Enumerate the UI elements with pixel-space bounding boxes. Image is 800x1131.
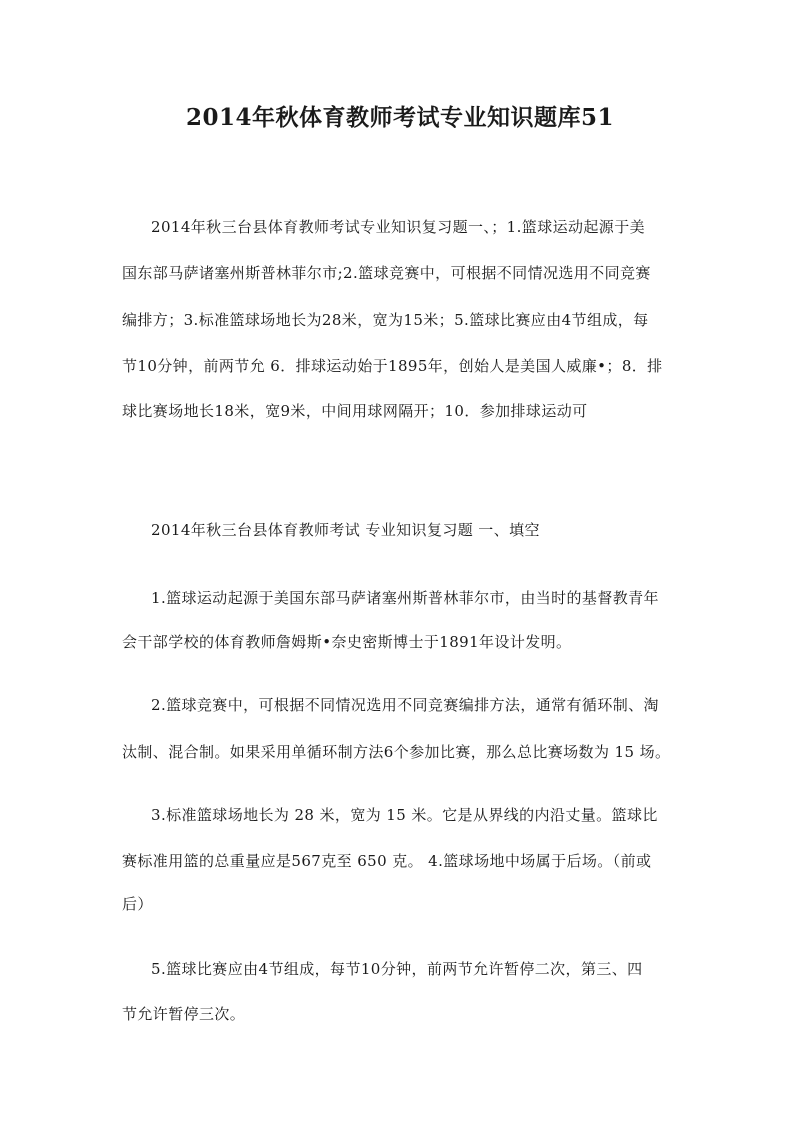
- question-line: 汰制、混合制。如果采用单循环制方法6个参加比赛，那么总比赛场数为 15 场。: [122, 743, 671, 761]
- question-line: 后）: [122, 895, 153, 913]
- question-line: 赛标准用篮的总重量应是567克至 650 克。 4.篮球场地中场属于后场。（前或: [122, 852, 652, 870]
- question-line: 会干部学校的体育教师詹姆斯•奈史密斯博士于1891年设计发明。: [122, 633, 572, 651]
- summary-line: 编排方；3.标准篮球场地长为28米，宽为15米；5.篮球比赛应由4节组成，每: [122, 311, 649, 329]
- section-heading: 2014年秋三台县体育教师考试 专业知识复习题 一、填空: [151, 521, 540, 539]
- summary-line: 节10分钟，前两节允 6．排球运动始于1895年，创始人是美国人威廉•；8．排: [122, 357, 663, 375]
- question-line: 5.篮球比赛应由4节组成，每节10分钟，前两节允许暂停二次，第三、四: [151, 960, 643, 978]
- document-title: 2014年秋体育教师考试专业知识题库51: [185, 104, 615, 131]
- summary-line: 2014年秋三台县体育教师考试专业知识复习题一、；1.篮球运动起源于美: [151, 218, 645, 236]
- question-line: 节允许暂停三次。: [122, 1005, 246, 1023]
- question-line: 1.篮球运动起源于美国东部马萨诸塞州斯普林菲尔市，由当时的基督教青年: [151, 589, 659, 607]
- summary-line: 球比赛场地长18米，宽9米，中间用球网隔开；10．参加排球运动可: [122, 402, 588, 420]
- question-line: 2.篮球竞赛中，可根据不同情况选用不同竞赛编排方法，通常有循环制、淘: [151, 696, 659, 714]
- question-line: 3.标准篮球场地长为 28 米，宽为 15 米。它是从界线的内沿丈量。篮球比: [151, 806, 658, 824]
- summary-line: 国东部马萨诸塞州斯普林菲尔市;2.篮球竞赛中，可根据不同情况选用不同竞赛: [122, 264, 651, 282]
